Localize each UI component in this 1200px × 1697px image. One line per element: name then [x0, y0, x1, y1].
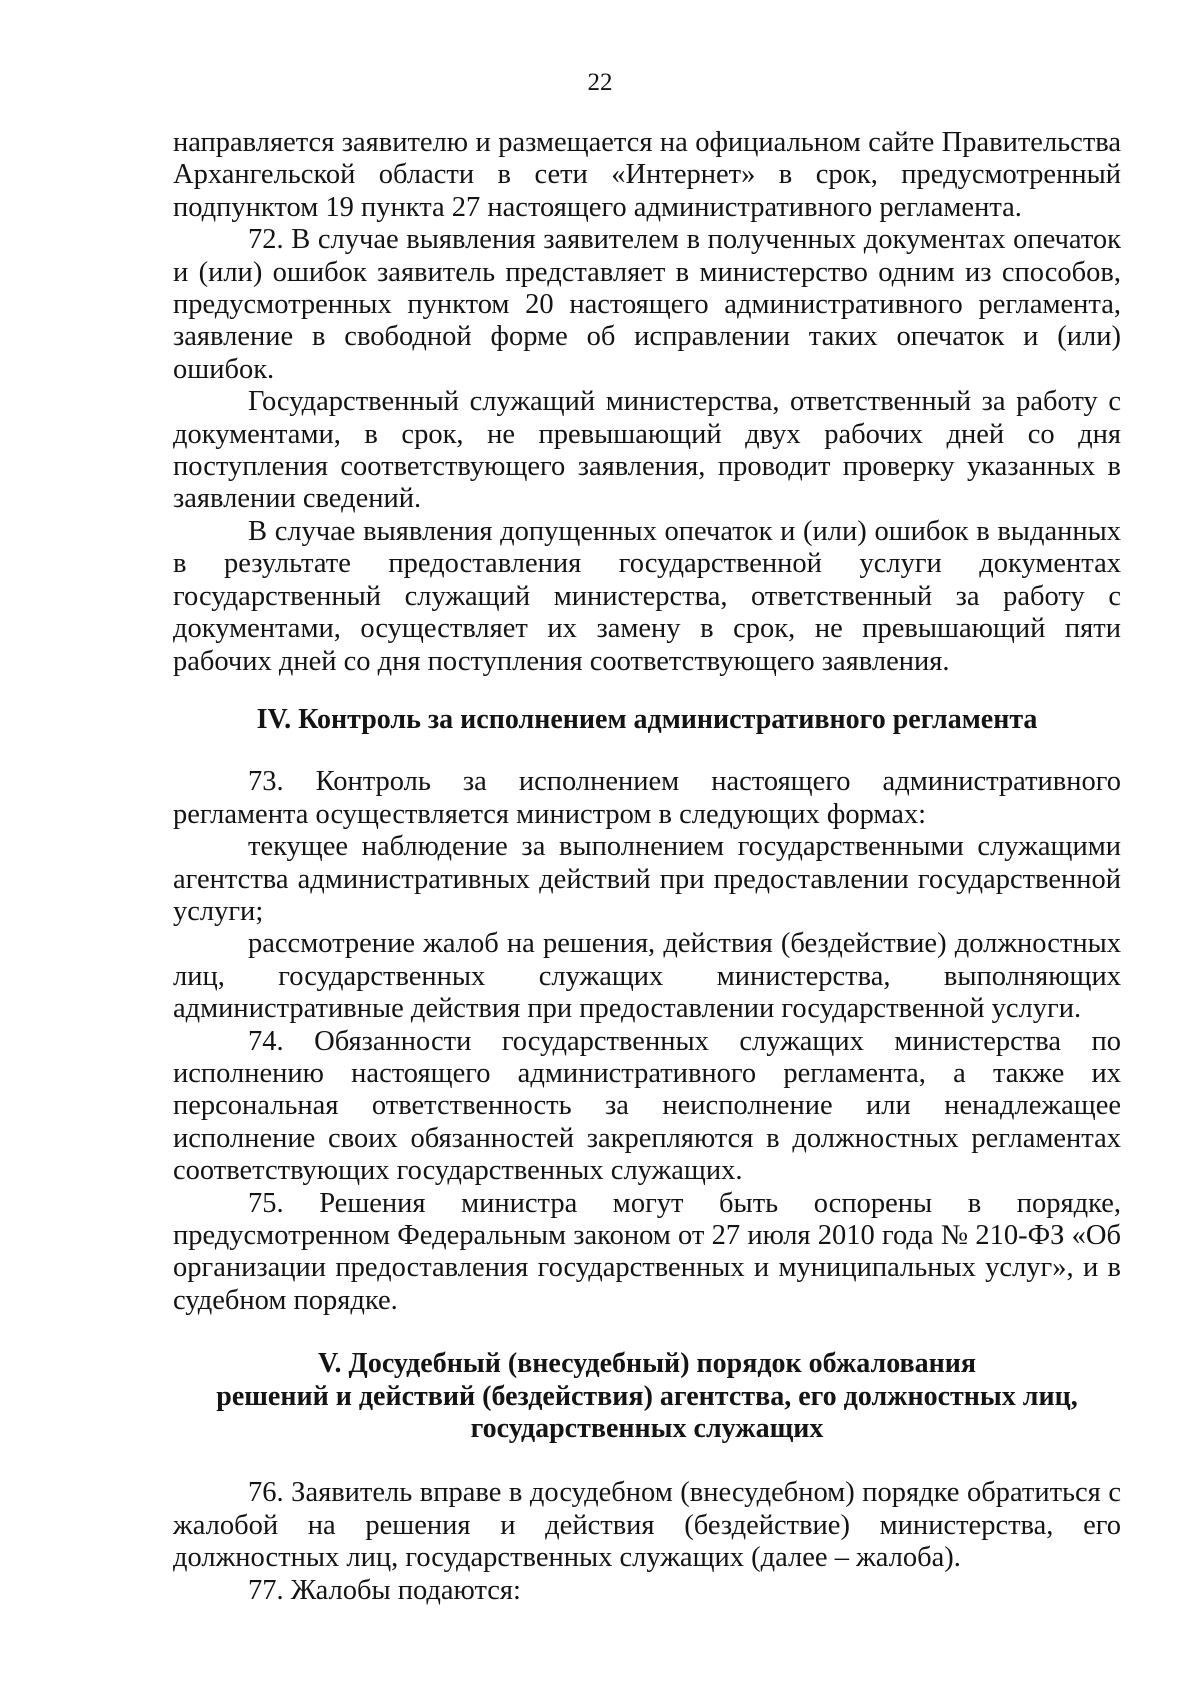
section-v-heading-line-1: V. Досудебный (внесудебный) порядок обжалования [317, 1348, 977, 1380]
paragraph-75: 75. Решения министра могут быть оспорены в порядке, предусмотренном Федеральным законом от 27 июля 2010 года № 210-ФЗ «Об организации предоставления государственных и муниципальных услуг», и в судебном порядке. [173, 1187, 1121, 1316]
section-iv-heading: IV. Контроль за исполнением административного регламента [256, 703, 1038, 735]
page-number: 22 [587, 69, 613, 96]
paragraph-73-form-2: рассмотрение жалоб на решения, действия (бездействие) должностных лиц, государственных служащих министерства, выполняющих административные действия при предоставлении государственной услуги. [173, 928, 1121, 1025]
document-body [173, 127, 1121, 1607]
paragraph-74: 74. Обязанности государственных служащих министерства по исполнению настоящего административного регламента, а также их персональная ответственность за неисполнение или ненадлежащее исполнение своих обязанностей закрепляются в должностных регламентах соответствующих государственных служащих. [173, 1025, 1121, 1187]
paragraph-73: 73. Контроль за исполнением настоящего административного регламента осуществляется министром в следующих формах: [173, 766, 1121, 830]
paragraph-71-continuation: направляется заявителю и размещается на официальном сайте Правительства Архангельской области в сети «Интернет» в срок, предусмотренный подпунктом 19 пункта 27 настоящего административного регламента. [173, 127, 1121, 223]
paragraph-72-replacement: В случае выявления допущенных опечаток и (или) ошибок в выданных в результате предоставления государственной услуги документах государственный служащий министерства, ответственный за работу с документами, осуществляет их замену в срок, не превышающий пяти рабочих дней со дня поступления соответствующего заявления. [173, 515, 1121, 677]
section-v-heading-line-2: решений и действий (бездействия) агентства, его должностных лиц, [216, 1380, 1078, 1412]
paragraph-77: 77. Жалобы подаются: [248, 1574, 521, 1606]
paragraph-72: 72. В случае выявления заявителем в полученных документах опечаток и (или) ошибок заявитель представляет в министерство одним из способов, предусмотренных пунктом 20 настоящего административного регламента, заявление в свободной форме об исправлении таких опечаток и (или) ошибок. [173, 224, 1121, 385]
section-v-heading [173, 1348, 1121, 1445]
paragraph-72-check: Государственный служащий министерства, ответственный за работу с документами, в срок, не превышающий двух рабочих дней со дня поступления соответствующего заявления, проводит проверку указанных в заявлении сведений. [173, 386, 1121, 515]
paragraph-76: 76. Заявитель вправе в досудебном (внесудебном) порядке обратиться с жалобой на решения и действия (бездействие) министерства, его должностных лиц, государственных служащих (далее – жалоба). [173, 1477, 1121, 1574]
paragraph-73-form-1: текущее наблюдение за выполнением государственными служащими агентства административных действий при предоставлении государственной услуги; [173, 831, 1121, 927]
section-v-heading-line-3: государственных служащих [470, 1413, 824, 1445]
